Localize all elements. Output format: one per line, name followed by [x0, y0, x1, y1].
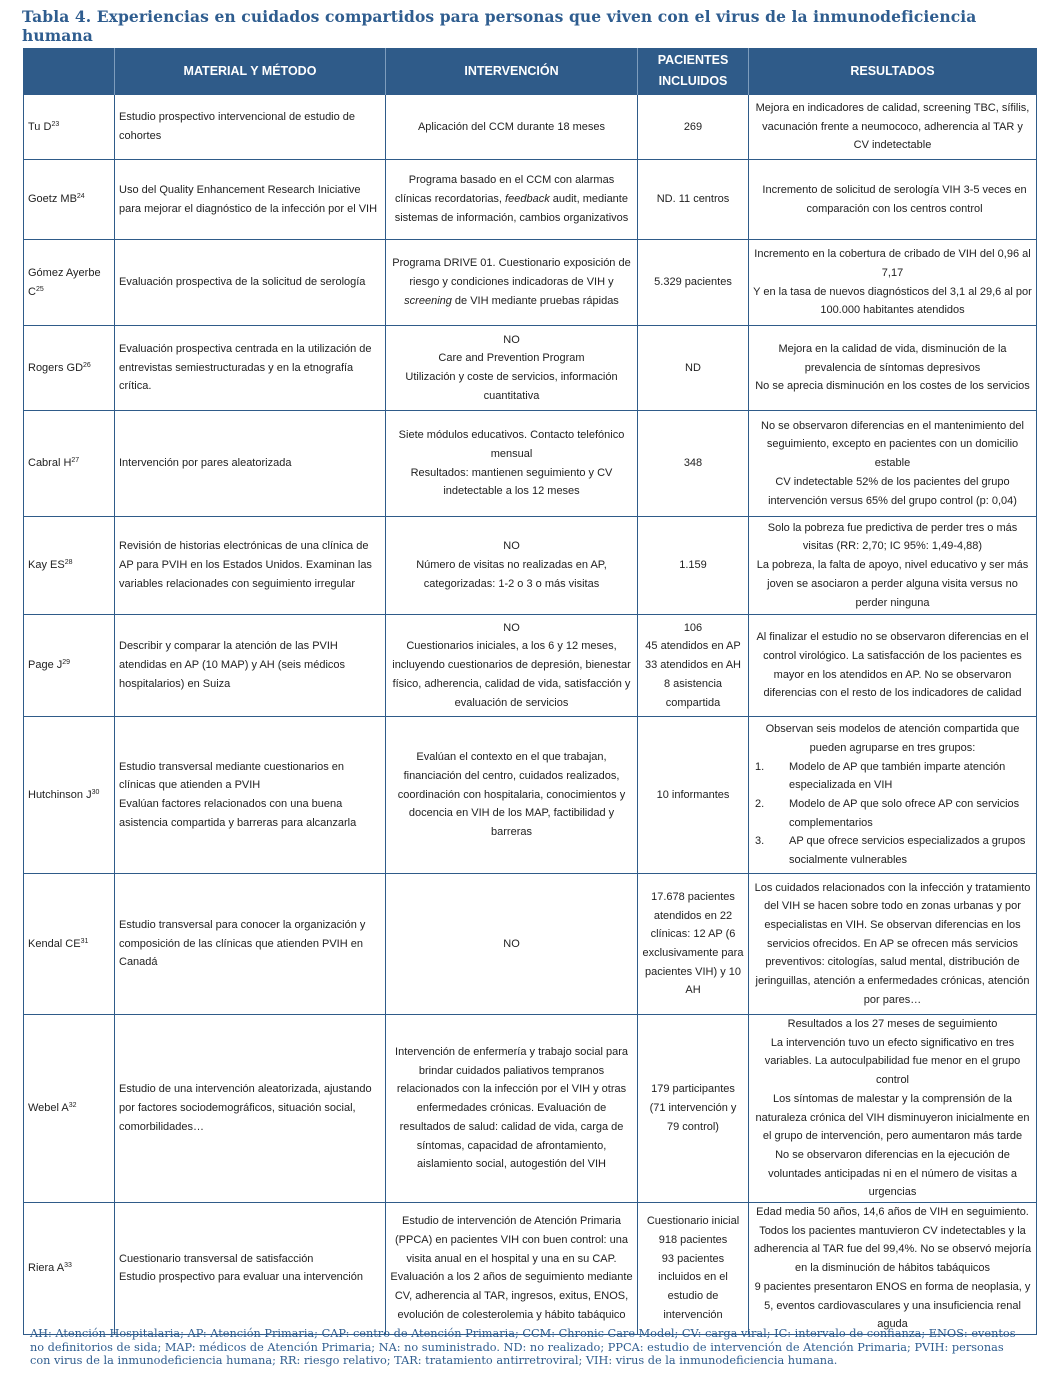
method-cell: Estudio prospectivo intervencional de estudio de cohortes	[115, 95, 386, 160]
table-row	[24, 615, 1037, 717]
author-cell: Goetz MB$^{24}$	[24, 160, 115, 240]
header-patients-line1: PACIENTES	[657, 53, 729, 67]
results-cell: Mejora en la calidad de vida, disminución de la prevalencia de síntomas depresivos No se aprecia disminución en los costes de los servicios	[749, 326, 1037, 411]
method-cell: Evaluación prospectiva de la solicitud de serología	[115, 240, 386, 326]
table-row	[24, 411, 1037, 517]
header-patients-line2: INCLUIDOS	[658, 74, 728, 88]
patients-cell: Cuestionario inicial 918 pacientes 93 pacientes incluidos en el estudio de intervención	[638, 1203, 749, 1335]
results-cell: No se observaron diferencias en el mantenimiento del seguimiento, excepto en pacientes con un domicilio estable CV indetectable 52% de los pacientes del grupo intervención versus 65% del grupo control (p: 0,04)	[749, 411, 1037, 517]
header-patients	[638, 48, 749, 95]
intervention-cell: Programa basado en el CCM con alarmas clínicas recordatorias, feedback audit, mediante sistemas de información, cambios organizativos	[386, 160, 638, 240]
results-cell: Edad media 50 años, 14,6 años de VIH en seguimiento. Todos los pacientes mantuvieron CV indetectables y la adherencia al TAR fue del 99,4%. No se observó mejoría en la disminución de hábitos tabáquicos 9 pacientes presentaron ENOS en forma de neoplasia, y 5, eventos cardiovasculares y una insuficiencia renal aguda	[749, 1203, 1037, 1335]
intervention-cell: Estudio de intervención de Atención Primaria (PPCA) en pacientes VIH con buen control: una visita anual en el hospital y una en su CAP. Evaluación a los 2 años de seguimiento mediante CV, adherencia al TAR, ingresos, exitus, ENOS, evolución de colesterolemia y hábito tabáquico	[386, 1203, 638, 1335]
header-results: RESULTADOS	[749, 48, 1037, 95]
method-cell: Estudio de una intervención aleatorizada, ajustando por factores sociodemográficos, situación social, comorbilidades…	[115, 1015, 386, 1203]
results-cell	[749, 717, 1037, 874]
author-cell: Riera $A^{33}$	[24, 1203, 115, 1335]
intervention-cell: Programa DRIVE 01. Cuestionario exposición de riesgo y condiciones indicadoras de VIH y screening de VIH mediante pruebas rápidas	[386, 240, 638, 326]
method-cell: Cuestionario transversal de satisfacción Estudio prospectivo para evaluar una intervención	[115, 1203, 386, 1335]
table-title: Tabla 4. Experiencias en cuidados compartidos para personas que viven con el virus de la inmunodeficiencia humana	[22, 7, 977, 45]
patients-cell: 348	[638, 411, 749, 517]
intervention-cell: Intervención de enfermería y trabajo social para brindar cuidados paliativos tempranos relacionados con la infección por el VIH y otras enfermedades crónicas. Evaluación de resultados de salud: calidad de vida, carga de síntomas, capacidad de afrontamiento, aislamiento social, autogestión del VIH	[386, 1015, 638, 1203]
table-row	[24, 1203, 1037, 1335]
results-cell: Mejora en indicadores de calidad, screening TBC, sífilis, vacunación frente a neumococo, adherencia al TAR y CV indetectable	[749, 95, 1037, 160]
header-intervention: INTERVENCIÓN	[386, 48, 638, 95]
table-row	[24, 874, 1037, 1015]
list-item: 3. AP que ofrece servicios especializados a grupos socialmente vulnerables	[755, 835, 1026, 867]
table-row	[24, 326, 1037, 411]
method-cell: Describir y comparar la atención de las PVIH atendidas en AP (10 MAP) y AH (seis médicos hospitalarios) en Suiza	[115, 615, 386, 717]
method-cell: Estudio transversal para conocer la organización y composición de las clínicas que atienden PVIH en Canadá	[115, 874, 386, 1015]
patients-cell: 1.159	[638, 517, 749, 615]
intervention-cell: NO	[386, 874, 638, 1015]
author-cell: Kay ES$^{28}$	[24, 517, 115, 615]
results-cell: Solo la pobreza fue predictiva de perder tres o más visitas (RR: 2,70; IC 95%: 1,49-4,88) La pobreza, la falta de apoyo, nivel educativo y ser más joven se asociaron a perder alguna visita versus no perder ninguna	[749, 517, 1037, 615]
results-cell: Incremento de solicitud de serología VIH 3-5 veces en comparación con los centros control	[749, 160, 1037, 240]
patients-cell: 106 45 atendidos en AP 33 atendidos en AH 8 asistencia compartida	[638, 615, 749, 717]
table-row	[24, 240, 1037, 326]
method-cell: Intervención por pares aleatorizada	[115, 411, 386, 517]
table-row	[24, 1015, 1037, 1203]
results-cell: Incremento en la cobertura de cribado de VIH del 0,96 al 7,17 Y en la tasa de nuevos diagnósticos del 3,1 al 29,6 al por 100.000 habitantes atendidos	[749, 240, 1037, 326]
patients-cell: ND	[638, 326, 749, 411]
method-cell: Uso del Quality Enhancement Research Iniciative para mejorar el diagnóstico de la infección por el VIH	[115, 160, 386, 240]
results-intro: Observan seis modelos de atención compartida que pueden agruparse en tres grupos:	[765, 723, 1020, 754]
patients-cell: 179 participantes (71 intervención y 79 control)	[638, 1015, 749, 1203]
author-cell: Kendal CE$^{31}$	[24, 874, 115, 1015]
header-author	[24, 48, 115, 95]
patients-cell: 5.329 pacientes	[638, 240, 749, 326]
results-cell: Los cuidados relacionados con la infección y tratamiento del VIH se hacen sobre todo en zonas urbanas y por especialistas en VIH. Se observan diferencias en los servicios ofrecidos. En AP se ofrecen más servicios preventivos: citologías, salud mental, distribución de jeringuillas, atención a enfermedades crónicas, atención por pares…	[749, 874, 1037, 1015]
author-cell: Hutchinson $J^{30}$	[24, 717, 115, 874]
method-cell: Revisión de historias electrónicas de una clínica de AP para PVIH en los Estados Unidos. Examinan las variables relacionades con seguimiento irregular	[115, 517, 386, 615]
intervention-cell: Siete módulos educativos. Contacto telefónico mensual Resultados: mantienen seguimiento y CV indetectable a los 12 meses	[386, 411, 638, 517]
author-cell: Webel $A^{32}$	[24, 1015, 115, 1203]
header-row	[24, 48, 1037, 95]
patients-cell: 269	[638, 95, 749, 160]
method-cell: Evaluación prospectiva centrada en la utilización de entrevistas semiestructuradas y en la etnografía crítica.	[115, 326, 386, 411]
intervention-cell: NO Cuestionarios iniciales, a los 6 y 12 meses, incluyendo cuestionarios de depresión, bienestar físico, adherencia, calidad de vida, satisfacción y evaluación de servicios	[386, 615, 638, 717]
table-row	[24, 95, 1037, 160]
author-cell: Gómez Ayerbe $C^{25}$	[24, 240, 115, 326]
author-cell: Page $J^{29}$	[24, 615, 115, 717]
intervention-cell: Evalúan el contexto en el que trabajan, financiación del centro, cuidados realizados, coordinación con hospitalaria, conocimientos y docencia en VIH de los MAP, factibilidad y barreras	[386, 717, 638, 874]
author-cell: Cabral $H^{27}$	[24, 411, 115, 517]
results-cell: Resultados a los 27 meses de seguimiento La intervención tuvo un efecto significativo en tres variables. La autoculpabilidad fue menor en el grupo control Los síntomas de malestar y la comprensión de la naturaleza crónica del VIH disminuyeron inicialmente en el grupo de intervención, pero aumentaron más tarde No se observaron diferencias en la ejecución de voluntades anticipadas ni en el número de visitas a urgencias	[749, 1015, 1037, 1203]
patients-cell: 17.678 pacientes atendidos en 22 clínicas: 12 AP (6 exclusivamente para pacientes VIH) y 10 AH	[638, 874, 749, 1015]
list-item: 2. Modelo de AP que solo ofrece AP con servicios complementarios	[755, 798, 1020, 829]
intervention-cell: Aplicación del CCM durante 18 meses	[386, 95, 638, 160]
author-cell: Tu $D^{23}$	[24, 95, 115, 160]
patients-cell: ND. 11 centros	[638, 160, 749, 240]
method-cell: Estudio transversal mediante cuestionarios en clínicas que atienden a PVIH Evalúan factores relacionados con una buena asistencia compartida y barreras para alcanzarla	[115, 717, 386, 874]
list-item: 1. Modelo de AP que también imparte atención especializada en VIH	[755, 760, 1006, 792]
studies-table	[23, 48, 1037, 1335]
table-row	[24, 717, 1037, 874]
intervention-cell: NO Care and Prevention Program Utilización y coste de servicios, información cuantitativa	[386, 326, 638, 411]
table-footnote: AH: Atención Hospitalaria; AP: Atención Primaria; CAP: centro de Atención Primaria; CCM: Chronic Care Model; CV: carga viral; IC: intervalo de confianza; ENOS: eventos no definitorios de sida; MAP: médicos de Atención Primaria; NA: no suministrado. ND: no realizado; PPCA: estudio de intervención de Atención Primaria; PVIH: personas con virus de la inmunodeficiencia humana; RR: riesgo relativo; TAR: tratamiento antirretroviral; VIH: virus de la inmunodeficiencia humana.	[30, 1327, 1016, 1367]
author-cell: Rogers GD$^{26}$	[24, 326, 115, 411]
table-row	[24, 160, 1037, 240]
table-row	[24, 517, 1037, 615]
patients-cell: 10 informantes	[638, 717, 749, 874]
header-method: MATERIAL Y MÉTODO	[115, 48, 386, 95]
intervention-cell: NO Número de visitas no realizadas en AP, categorizadas: 1-2 o 3 o más visitas	[386, 517, 638, 615]
results-cell: Al finalizar el estudio no se observaron diferencias en el control virológico. La satisfacción de los pacientes es mayor en los atendidos en AP. No se observaron diferencias con el resto de los indicadores de calidad	[749, 615, 1037, 717]
